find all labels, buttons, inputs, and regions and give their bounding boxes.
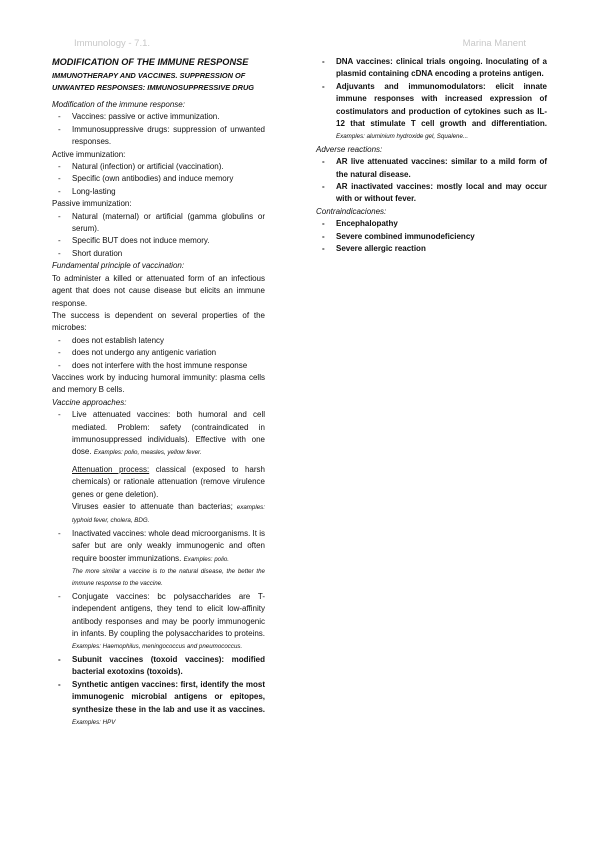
passive-list [52,211,265,261]
modification-list [52,111,265,148]
live-examples: Examples: polio, measles, yellow fever. [93,449,202,457]
live-text: Live attenuated vaccines: both humoral and cell mediated. Problem: safety (contraindicated in immunosuppressed individuals). Effective with one dose. [72,410,265,457]
list-item: - does not undergo any antigenic variation [52,347,265,359]
inactivated-text: Inactivated vaccines: whole dead microorganisms. It is safer but are only weakly immunogenic and often require booster immunizations. [72,528,265,563]
list-item: - Severe allergic reaction [316,243,547,255]
list-item: - does not establish latency [52,335,265,347]
active-list [52,161,265,198]
viruses-text: Viruses easier to attenuate than bacterias; [72,502,233,511]
list-item-subunit [52,654,265,679]
adverse-heading: Adverse reactions: [316,144,383,154]
approaches-list-continued [316,56,547,144]
attenuation-text: classical (exposed to harsh chemicals) or rationale attenuation (remove virulence genes or gene deletion). [72,464,265,499]
contra-list [316,218,547,255]
list-item: - Natural (infection) or artificial (vaccination). [52,161,265,173]
list-item: - does not interfere with the host immune response [52,360,265,372]
list-item: - Vaccines: passive or active immunization. [52,111,265,123]
inactivated-note: The more similar a vaccine is to the natural disease, the better the immune response to the vaccine. [72,568,265,588]
adjuvants-text: Adjuvants and immunomodulators: elicit innate immune responses with increased expression of costimulators and production of cytokines such as IL-12 that stimulate T cell growth and differentiation. [336,81,547,129]
passive-heading: Passive immunization: [52,199,132,209]
viruses-note [72,501,265,528]
approaches-heading: Vaccine approaches: [52,397,127,407]
viruses-examples: examples: typhoid fever, cholera, BDG. [72,504,265,525]
principle-list [52,335,265,372]
list-item: - Specific (own antibodies) and induce memory [52,173,265,185]
list-item: - Encephalopathy [316,218,547,230]
list-item: - Specific BUT does not induce memory. [52,235,265,247]
list-item: - AR live attenuated vaccines: similar to a mild form of the natural disease. [316,156,547,181]
list-item-conjugate [52,591,265,654]
list-item: - Natural (maternal) or artificial (gamma globulins or serum). [52,211,265,236]
modification-heading: Modification of the immune response: [52,100,185,109]
right-column [316,56,547,256]
list-item: - Immunosuppressive drugs: suppression of unwanted responses. [52,124,265,149]
principle-paragraph: The success is dependent on several properties of the microbes: [52,310,265,333]
principle-heading: Fundamental principle of vaccination: [52,261,185,271]
list-item: - AR inactivated vaccines: mostly local and may occur with or without fever. [316,181,547,206]
header-left: Immunology - 7.1. [74,38,151,49]
active-heading: Active immunization: [52,149,126,159]
list-item: - Severe combined immunodeficiency [316,231,547,243]
adjuvants-examples: Examples: aluminium hydroxide gel, Squalene... [336,133,469,141]
dna-text: DNA vaccines: clinical trials ongoing. Inoculating of a plasmid containing cDNA encoding a proteins antigen. [336,57,547,79]
list-item-adjuvants [316,81,547,144]
contra-heading: Contraindicaciones: [316,206,387,216]
list-item-dna [316,56,547,81]
list-item-inactivated [52,528,265,591]
list-item: - Short duration [52,248,265,260]
conjugate-text: Conjugate vaccines: bc polysaccharides are T-independent antigens, they tend to elicit low-affinity antibody responses and may be poorly immunogenic in infants. By coupling the polysaccharides to proteins. [72,591,265,639]
subunit-text: Subunit vaccines (toxoid vaccines): modified bacterial exotoxins (toxoids). [72,654,265,677]
conjugate-examples: Examples: Haemophilus, meningococcus and pneumococcus. [72,643,243,651]
page-title: MODIFICATION OF THE IMMUNE RESPONSE [52,57,249,67]
attenuation-label: Attenuation process: [72,464,150,474]
left-column [52,56,265,729]
inactivated-examples: Examples: polio. [183,555,230,563]
synthetic-text: Synthetic antigen vaccines: first, identify the most immunogenic microbial antigens or epitopes, synthesize these in the lab and use it as vaccines. [72,679,265,714]
principle-paragraph: To administer a killed or attenuated form of an infectious agent that does not cause disease but elicits an immune response. [52,273,265,308]
synthetic-examples: Examples: HPV [72,718,116,726]
list-item-live [52,409,265,528]
list-item-synthetic [52,679,265,730]
list-item: - Long-lasting [52,186,265,198]
approaches-list [52,409,265,729]
principle-paragraph: Vaccines work by inducing humoral immunity: plasma cells and memory B cells. [52,372,265,395]
adverse-list [316,156,547,206]
header-right: Marina Manent [462,38,526,49]
page-subtitle: IMMUNOTHERAPY AND VACCINES. SUPPRESSION OF UNWANTED RESPONSES: IMMUNOSUPPRESSIVE DRUG [52,71,255,92]
attenuation-process [72,464,265,501]
